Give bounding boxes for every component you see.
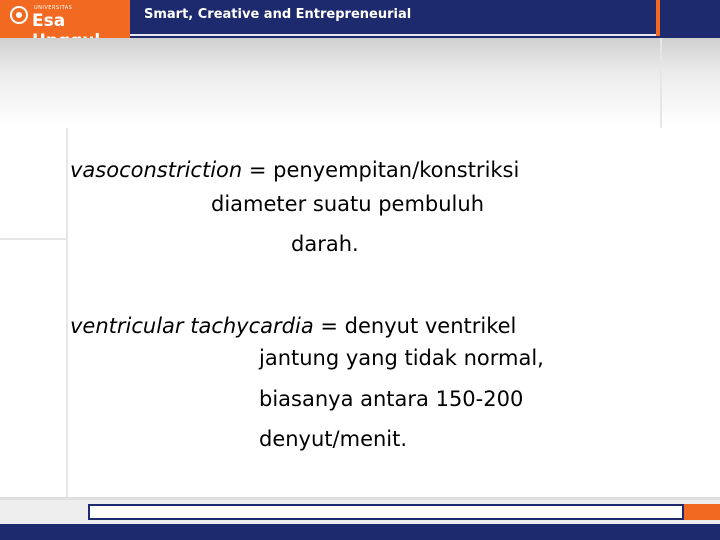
definition-separator: = xyxy=(313,314,345,338)
definition-line: denyut/menit. xyxy=(259,427,408,451)
footer-accent xyxy=(684,504,720,520)
definition-line: darah. xyxy=(291,232,359,256)
logo-name: Esa xyxy=(32,11,66,31)
logo-small-text: UNIVERSITAS xyxy=(34,5,73,11)
definition-line xyxy=(70,158,519,182)
definition-line xyxy=(70,314,516,338)
definition-line: jantung yang tidak normal, xyxy=(259,346,544,370)
definition-line: biasanya antara 150-200 xyxy=(259,387,524,411)
definition-text: penyempitan/konstriksi xyxy=(273,158,520,182)
definition-text: denyut ventrikel xyxy=(344,314,517,338)
tagline: Smart, Creative and Entrepreneurial xyxy=(144,7,412,22)
definition-line: diameter suatu pembuluh xyxy=(211,192,485,216)
footer-panel xyxy=(88,504,684,520)
definition-term: ventricular tachycardia xyxy=(70,314,314,338)
footer-strip xyxy=(0,524,720,540)
definition-separator: = xyxy=(242,158,274,182)
definition-term: vasoconstriction xyxy=(70,158,243,182)
